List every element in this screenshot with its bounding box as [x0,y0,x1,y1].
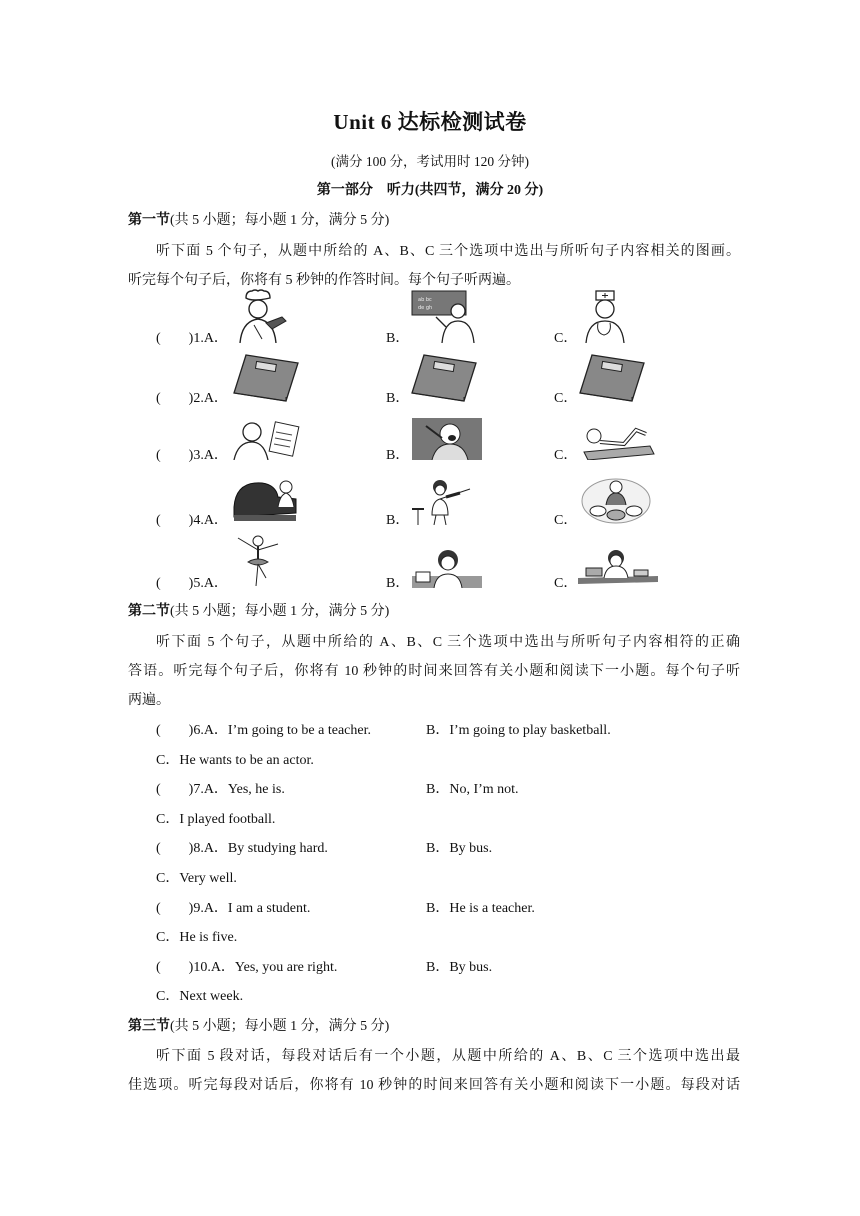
exam-subtitle: (满分 100 分，考试用时 120 分钟) [331,154,529,169]
part-heading: 第一部分 听力(共四节，满分 20 分) [316,183,544,198]
section2-instruction-2: 答语。听完每个句子后，你将有 10 秒钟的时间来回答有关小题和阅读下一小题。每个句子听 [128,664,740,679]
question-number: ( )2.A． [156,391,228,406]
book-picture-icon [578,353,646,403]
teacher-picture-icon [410,289,484,343]
page-title: Unit 6 达标检测试卷 [333,110,527,134]
question-3 [156,404,756,464]
reader-picture-icon [232,420,302,460]
book-picture-icon [232,353,300,403]
option-b-label: B． [386,448,410,463]
q6-option-c: C．He wants to be an actor. [156,753,314,768]
q10-option-b: B．By bus. [426,960,493,975]
q6-option-a: ( )6.A．I’m going to be a teacher. [156,723,371,738]
chef-picture-icon [230,289,292,343]
section1-instruction-1: 听下面 5 个句子，从题中所给的 A、B、C 三个选项中选出与所听句子内容相关的图画。 [156,244,740,259]
violin-picture-icon [410,479,472,525]
q7-option-c: C．I played football. [156,812,276,827]
q8-option-a: ( )8.A．By studying hard. [156,841,328,856]
option-c-label: C． [554,391,578,406]
book-picture-icon [410,353,478,403]
exercise-picture-icon [580,422,656,460]
section3-instruction-1: 听下面 5 段对话，每段对话后有一个小题，从题中所给的 A、B、C 三个选项中选出最 [156,1049,740,1064]
svg-text:ab bc: ab bc [418,297,432,303]
svg-text:de gh: de gh [418,305,433,311]
section3-heading: 第三节(共 5 小题；每小题 1 分，满分 5 分) [128,1019,390,1034]
q8-option-b: B．By bus. [426,841,493,856]
option-c-label: C． [554,513,578,528]
doctor-picture-icon [580,289,634,343]
section1-heading: 第一节(共 5 小题；每小题 1 分，满分 5 分) [128,213,390,228]
option-b-label: B． [386,513,410,528]
section2-instruction-3: 两遍。 [128,693,170,708]
question-number: ( )5.A． [156,576,228,591]
option-b-label: B． [386,576,410,591]
q9-option-b: B．He is a teacher. [426,901,535,916]
piano-picture-icon [232,477,298,525]
q9-option-c: C．He is five. [156,930,238,945]
q9-option-a: ( )9.A．I am a student. [156,901,311,916]
girl-writing-picture-icon [578,548,658,588]
girl-at-desk-picture-icon [412,548,482,588]
q7-option-a: ( )7.A．Yes, he is. [156,782,285,797]
section2-instruction-1: 听下面 5 个句子，从题中所给的 A、B、C 三个选项中选出与所听句子内容相符的正确 [156,635,740,650]
section2-heading: 第二节(共 5 小题；每小题 1 分，满分 5 分) [128,604,390,619]
q8-option-c: C．Very well. [156,871,237,886]
section3-instruction-2: 佳选项。听完每段对话后，你将有 10 秒钟的时间来回答有关小题和阅读下一小题。每段对话 [128,1078,740,1093]
band-picture-icon [580,475,652,525]
q10-option-a: ( )10.A．Yes, you are right. [156,960,338,975]
q10-option-c: C．Next week. [156,989,244,1004]
question-number: ( )4.A． [156,513,228,528]
question-5 [156,532,756,592]
dancer-picture-icon [232,532,280,588]
question-number: ( )1.A． [156,331,228,346]
singer-picture-icon [412,418,482,460]
option-c-label: C． [554,331,578,346]
option-b-label: B． [386,331,410,346]
question-1 [156,287,756,347]
option-c-label: C． [554,448,578,463]
section1-instruction-2: 听完每个句子后，你将有 5 秒钟的作答时间。每个句子听两遍。 [128,273,520,288]
option-c-label: C． [554,576,578,591]
option-b-label: B． [386,391,410,406]
q7-option-b: B．No, I’m not. [426,782,519,797]
q6-option-b: B．I’m going to play basketball. [426,723,611,738]
question-number: ( )3.A． [156,448,228,463]
question-2 [156,347,756,407]
question-4 [156,469,756,529]
